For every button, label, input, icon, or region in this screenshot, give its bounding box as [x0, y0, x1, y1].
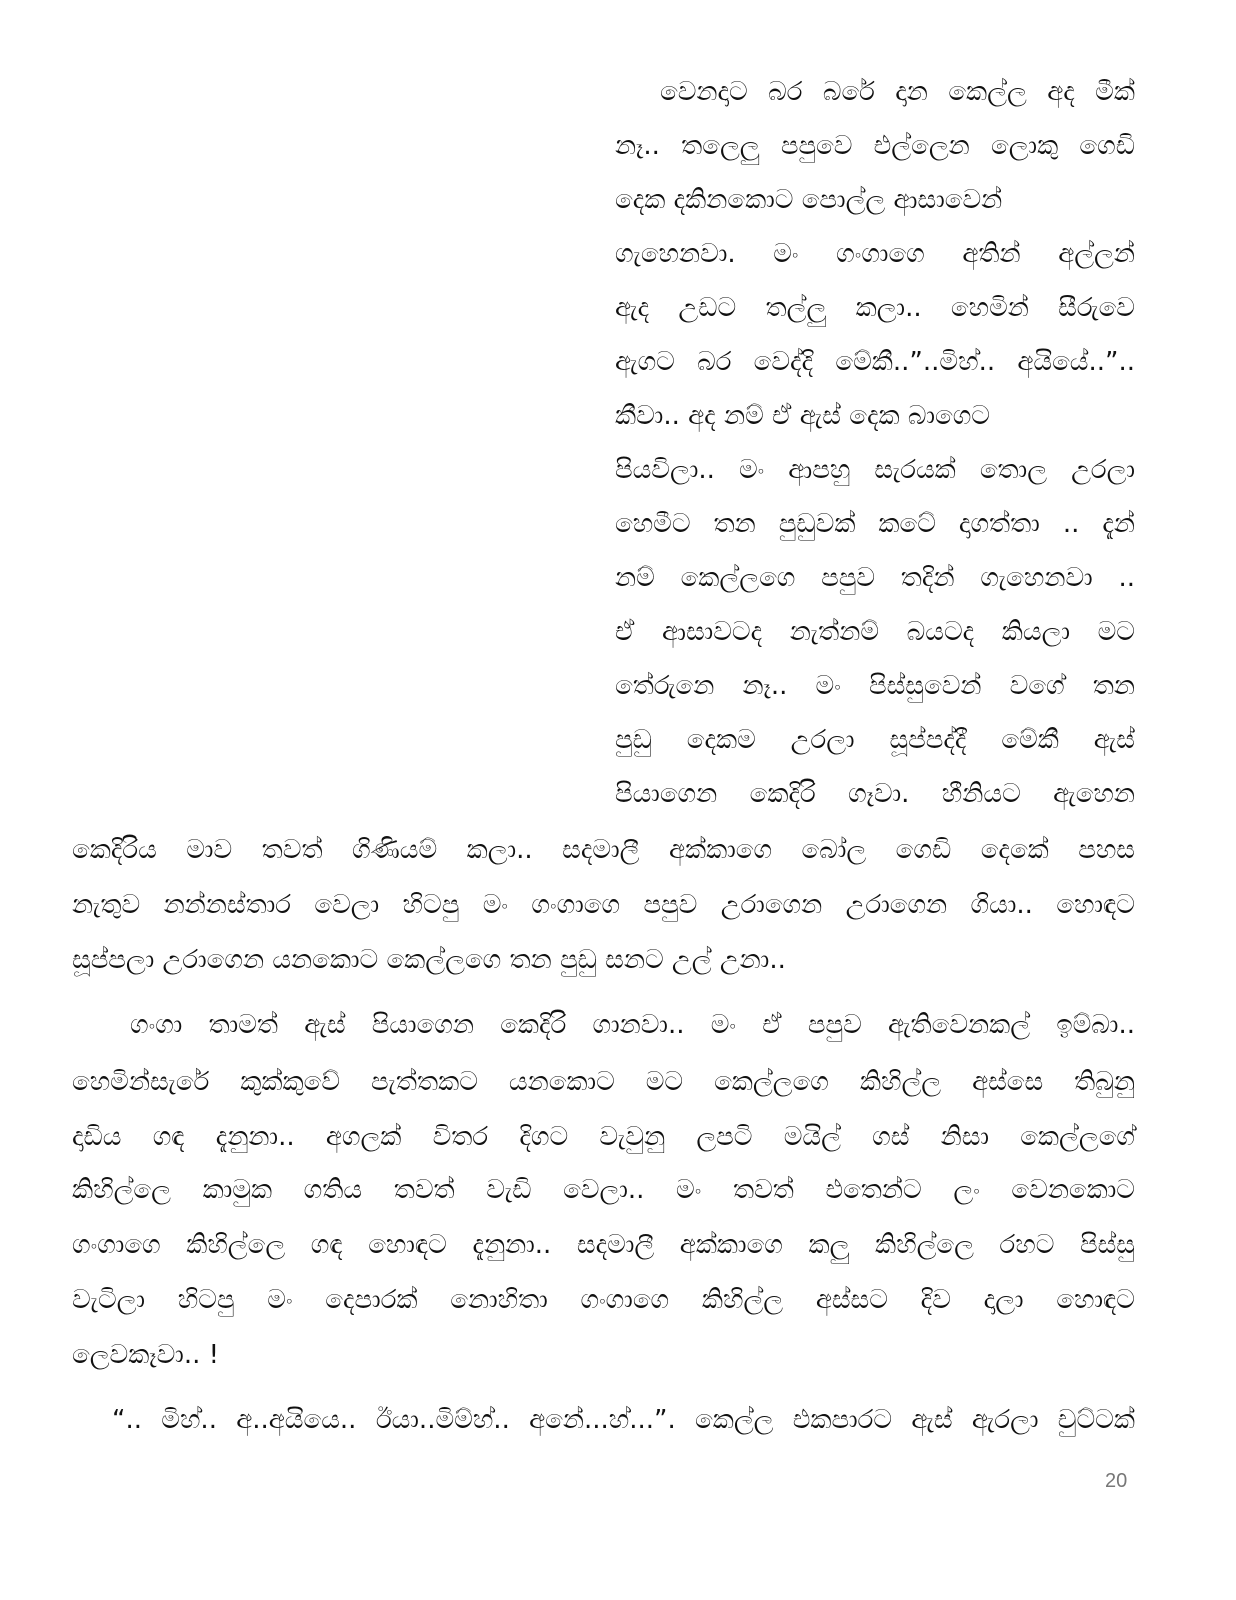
- text-line: කෙදිරිය මාව තවත් ගිණියම් කලා.. සදමාලී අක්කාගෙ බෝල ගෙඩි දෙකේ පහස: [72, 835, 1135, 865]
- text-line: හෙමීට තන පුඩුවක් කටේ දාගත්තා .. දැන්: [615, 509, 1135, 539]
- text-line: ලෙවකෑවා.. !: [72, 1340, 220, 1370]
- text-line: ඇද උඩට තල්ලු කලා.. හෙමින් සීරුවෙ: [615, 293, 1135, 323]
- text-line: ගංගා තාමත් ඇස් පියාගෙන කෙදිරි ගානවා.. මං ඒ පපුව ඇතිවෙනකල් ඉම්බා..: [130, 1010, 1135, 1040]
- text-line: ඒ ආසාවටද නැත්නම් බයටද කියලා මට: [615, 617, 1135, 647]
- text-line: “.. මිහ්.. අ..අයියෙ.. ඊයා..මිම්හ්.. අනේ...හ්...”. කෙල්ල එකපාරට ඇස් ඇරලා චුට්ටක්: [112, 1405, 1135, 1435]
- page-number: 20: [1105, 1470, 1128, 1492]
- text-line: ගංගාගෙ කිහිල්ලෙ ගඳ හොඳට දැනුනා.. සදමාලී අක්කාගෙ කලු කිහිල්ලෙ රහට පිස්සු: [72, 1230, 1135, 1260]
- text-line: වෙනදාට බර බරේ දාන කෙල්ල අද මීක්: [660, 77, 1135, 107]
- text-line: පියවිලා.. මං ආපහු සැරයක් තොල උරලා: [615, 455, 1135, 485]
- text-line: ඇගට බර වෙද්දි මේකී..”..මිහ්.. අයියේ..”..: [615, 347, 1135, 377]
- text-line: නැතුව නන්නස්තාර වෙලා හිටපු මං ගංගාගෙ පපුව උරාගෙන උරාගෙන ගියා.. හොඳට: [72, 890, 1135, 920]
- text-line: නම් කෙල්ලගෙ පපුව තදින් ගැහෙනවා ..: [615, 563, 1135, 593]
- text-line: නෑ.. තලෙලු පපුවෙ එල්ලෙන ලොකු ගෙඩි: [615, 131, 1135, 161]
- text-line: කිහිල්ලෙ කාමුක ගතිය තවත් වැඩි වෙලා.. මං තවත් එතෙන්ට ලං වෙනකොට: [72, 1175, 1135, 1205]
- text-line: පුඩු දෙකම උරලා සූප්පද්දී මේකී ඇස්: [615, 725, 1135, 755]
- text-line: ගැහෙනවා. මං ගංගාගෙ අතින් අල්ලන්: [615, 239, 1135, 269]
- text-line: දාඩිය ගඳ දැනුනා.. අගලක් විතර දිගට වැවුනු ලපටි මයිල් ගස් නිසා කෙල්ලගේ: [72, 1122, 1135, 1152]
- text-line: වැටිලා හිටපු මං දෙපාරක් නොහිතා ගංගාගෙ කිහිල්ල අස්සට දිව දාලා හොඳට: [72, 1285, 1135, 1315]
- text-line: පියාගෙන කෙදිරි ගෑවා. හීනියට ඇහෙන: [615, 779, 1135, 809]
- text-line: තේරුනෙ නෑ.. මං පිස්සුවෙන් වගේ තන: [615, 671, 1135, 701]
- text-line: දෙක දකිනකොට පොල්ල ආසාවෙන්: [615, 185, 1003, 215]
- text-line: හෙමින්සැරේ කුක්කුවේ පැත්තකට යනකොට මට කෙල්ලගෙ කිහිල්ල අස්සෙ තිබුනු: [72, 1067, 1135, 1097]
- text-line: සූප්පලා උරාගෙන යනකොට කෙල්ලගෙ තන පුඩු සනට උල් උනා..: [72, 945, 786, 975]
- text-line: කීවා.. අද නම් ඒ ඇස් දෙක බාගෙට: [615, 401, 990, 431]
